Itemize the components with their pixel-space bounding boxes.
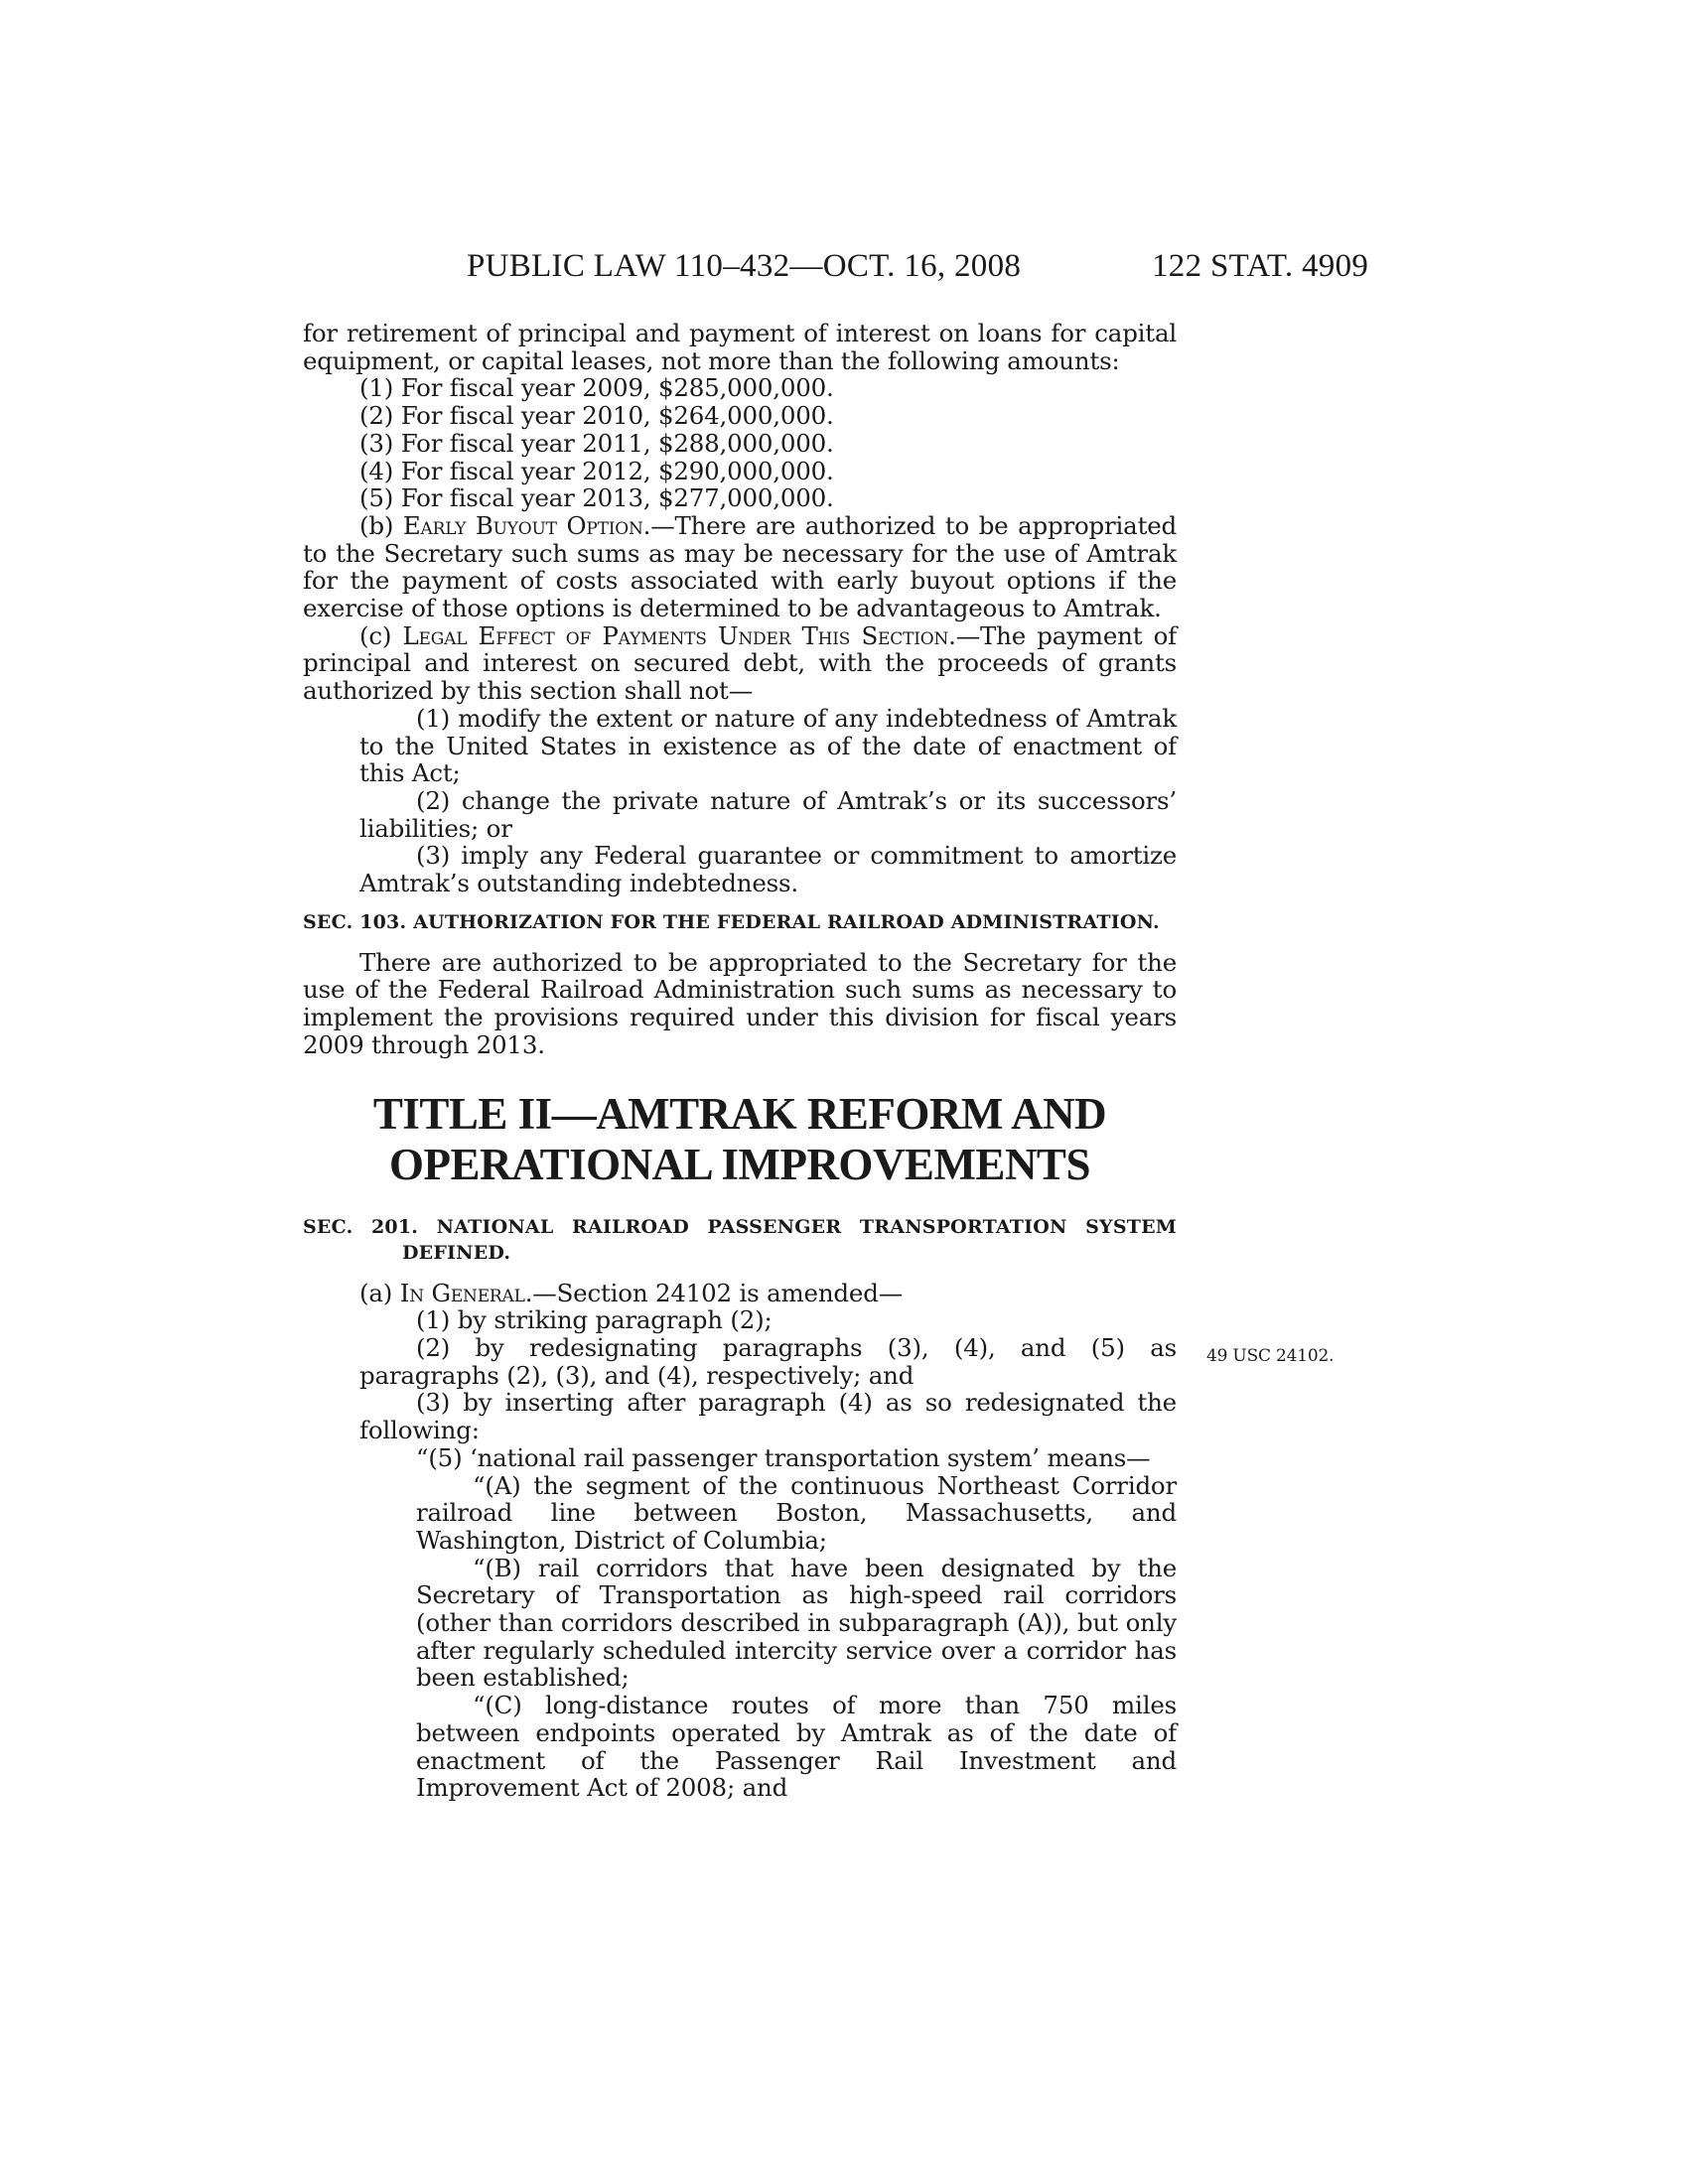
- subsection-c-heading: Legal Effect of Payments Under This Section.: [402, 620, 956, 650]
- subsection-b: [303, 512, 1177, 622]
- subsection-a: [303, 1280, 1177, 1307]
- subsection-a-text: —Section 24102 is amended—: [532, 1278, 903, 1307]
- section-103-text: There are authorized to be appropriated to the Secretary for the use of the Federal Railroad Administration such sums as necessary to implement the provisions required under this division for fiscal years 2009 through 2013.: [303, 947, 1177, 1059]
- amount-item: (1) For fiscal year 2009, $285,000,000.: [359, 373, 834, 403]
- definition-item: “(A) the segment of the continuous Northeast Corridor railroad line between Boston, Massachusetts, and Washington, District of Columbia;: [416, 1470, 1177, 1555]
- amount-item: (5) For fiscal year 2013, $277,000,000.: [359, 483, 834, 513]
- intro-paragraph: for retirement of principal and payment of interest on loans for capital equipment, or capital leases, not more than the following amounts:: [303, 319, 1177, 375]
- subsection-b-heading: Early Buyout Option.: [402, 510, 651, 540]
- title-heading-line-1: TITLE II—AMTRAK REFORM AND: [372, 1088, 1107, 1139]
- subsection-b-text: —There are authorized to be appropriated to the Secretary such sums as may be necessary for the use of Amtrak for the payment of costs associated with early buyout options if the exercise of those options is determined to be advantageous to Amtrak.: [303, 510, 1178, 623]
- subsection-c-item: (1) modify the extent or nature of any indebtedness of Amtrak to the United States in existence as of the date of enactment of this Act;: [359, 703, 1177, 788]
- title-heading: [303, 1089, 1177, 1190]
- subsection-b-label: (b): [359, 510, 394, 540]
- definition-item: “(B) rail corridors that have been designated by the Secretary of Transportation as high-speed rail corridors (other than corridors described in subparagraph (A)), but only after regularly scheduled intercity service over a corridor has been established;: [416, 1553, 1177, 1693]
- subsection-a-item: (3) by inserting after paragraph (4) as so redesignated the following:: [359, 1388, 1177, 1445]
- page-stat-number: 122 STAT. 4909: [1152, 248, 1369, 284]
- title-heading-line-2: OPERATIONAL IMPROVEMENTS: [389, 1139, 1090, 1189]
- running-head: PUBLIC LAW 110–432—OCT. 16, 2008: [467, 248, 1022, 284]
- amount-item: (2) For fiscal year 2010, $264,000,000.: [359, 401, 834, 431]
- margin-citation: 49 USC 24102.: [1206, 1346, 1335, 1366]
- amount-item: (4) For fiscal year 2012, $290,000,000.: [359, 456, 834, 485]
- definition-intro: “(5) ‘national rail passenger transportation system’ means—: [416, 1442, 1151, 1472]
- text-column: [303, 320, 1177, 1802]
- subsection-c-label: (c): [359, 620, 392, 650]
- subsection-a-heading: In General.: [399, 1278, 533, 1307]
- subsection-a-item: (2) by redesignating paragraphs (3), (4), and (5) as paragraphs (2), (3), and (4), respectively; and: [359, 1332, 1177, 1390]
- subsection-c-item: (2) change the private nature of Amtrak’s or its successors’ liabilities; or: [359, 785, 1177, 843]
- subsection-c-text: —The payment of principal and interest on secured debt, with the proceeds of grants authorized by this section shall not—: [303, 620, 1178, 706]
- subsection-c-item: (3) imply any Federal guarantee or commitment to amortize Amtrak’s outstanding indebtedness.: [359, 841, 1177, 898]
- section-201-heading: SEC. 201. NATIONAL RAILROAD PASSENGER TRANSPORTATION SYSTEM DEFINED.: [303, 1215, 1177, 1264]
- subsection-c: [303, 622, 1177, 705]
- subsection-a-item: (1) by striking paragraph (2);: [416, 1305, 773, 1335]
- definition-item: “(C) long-distance routes of more than 750 miles between endpoints operated by Amtrak as of the date of enactment of the Passenger Rail Investment and Improvement Act of 2008; and: [416, 1691, 1177, 1803]
- subsection-a-label: (a): [359, 1278, 393, 1307]
- amount-item: (3) For fiscal year 2011, $288,000,000.: [359, 428, 834, 458]
- section-103-heading: SEC. 103. AUTHORIZATION FOR THE FEDERAL RAILROAD ADMINISTRATION.: [303, 910, 1160, 933]
